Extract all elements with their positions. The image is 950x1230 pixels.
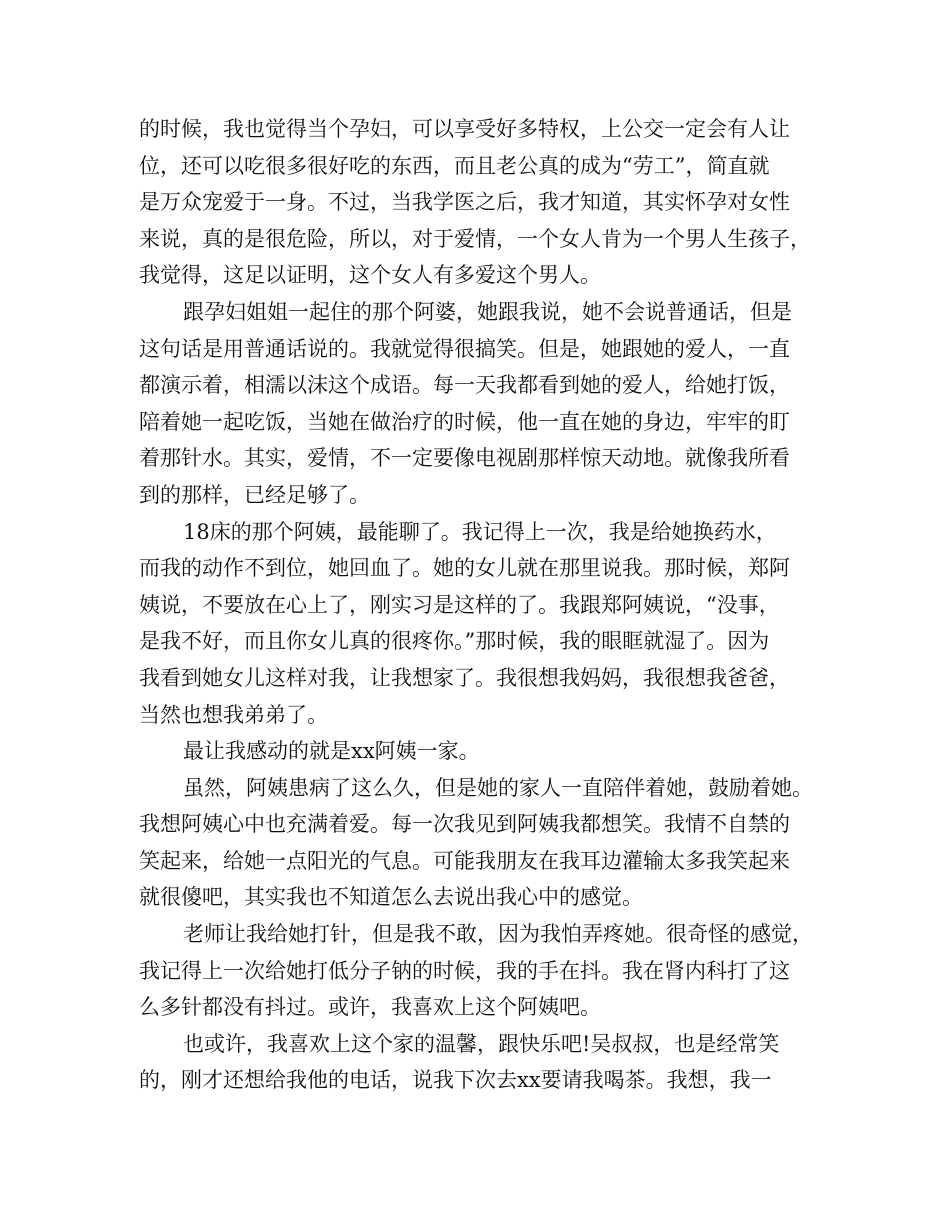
text-line: 着那针水。其实，爱情，不一定要像电视剧那样惊天动地。就像我所看 xyxy=(139,446,790,471)
text-line: 姨说，不要放在心上了，刚实习是这样的了。我跟郑阿姨说，“没事， xyxy=(139,592,780,617)
text-line: 到的那样，已经足够了。 xyxy=(139,482,370,507)
text-line: 是万众宠爱于一身。不过，当我学医之后，我才知道，其实怀孕对女性 xyxy=(139,190,790,215)
text-line: 位，还可以吃很多很好吃的东西，而且老公真的成为“劳工”，简直就 xyxy=(139,153,770,178)
text-line: 么多针都没有抖过。或许，我喜欢上这个阿姨吧。 xyxy=(139,995,601,1020)
paragraph-start-line: 最让我感动的就是xx阿姨一家。 xyxy=(183,739,480,764)
text-line: 我记得上一次给她打低分子钠的时候，我的手在抖。我在肾内科打了这 xyxy=(139,958,790,983)
text-line: 的，刚才还想给我他的电话，说我下次去xx要请我喝茶。我想，我一 xyxy=(139,1068,772,1093)
paragraph-start-line: 18床的那个阿姨，最能聊了。我记得上一次，我是给她换药水， xyxy=(183,519,777,544)
paragraph-start-line: 也或许，我喜欢上这个家的温馨，跟快乐吧!吴叔叔，也是经常笑 xyxy=(183,1031,780,1056)
text-line: 都演示着，相濡以沫这个成语。每一天我都看到她的爱人，给她打饭， xyxy=(139,373,790,398)
text-line: 的时候，我也觉得当个孕妇，可以享受好多特权，上公交一定会有人让 xyxy=(139,117,790,141)
text-line: 就很傻吧，其实我也不知道怎么去说出我心中的感觉。 xyxy=(139,885,643,910)
paragraph-start-line: 跟孕妇姐姐一起住的那个阿婆，她跟我说，她不会说普通话，但是 xyxy=(183,299,792,324)
text-line: 我觉得，这足以证明，这个女人有多爱这个男人。 xyxy=(139,263,601,288)
text-line: 这句话是用普通话说的。我就觉得很搞笑。但是，她跟她的爱人，一直 xyxy=(139,336,790,361)
paragraph-start-line: 老师让我给她打针，但是我不敢，因为我怕弄疼她。很奇怪的感觉， xyxy=(183,922,813,947)
text-line: 是我不好，而且你女儿真的很疼你。”那时候，我的眼眶就湿了。因为 xyxy=(139,629,770,654)
text-line: 我想阿姨心中也充满着爱。每一次我见到阿姨我都想笑。我情不自禁的 xyxy=(139,812,790,837)
text-line: 而我的动作不到位，她回血了。她的女儿就在那里说我。那时候，郑阿 xyxy=(139,556,790,581)
body-text xyxy=(139,111,839,1099)
text-line: 笑起来，给她一点阳光的气息。可能我朋友在我耳边灌输太多我笑起来 xyxy=(139,848,790,873)
paragraph-start-line: 虽然，阿姨患病了这么久，但是她的家人一直陪伴着她，鼓励着她。 xyxy=(183,775,813,800)
text-line: 当然也想我弟弟了。 xyxy=(139,702,328,727)
text-line: 陪着她一起吃饭，当她在做治疗的时候，他一直在她的身边，牢牢的盯 xyxy=(139,409,790,434)
text-line: 我看到她女儿这样对我，让我想家了。我很想我妈妈，我很想我爸爸， xyxy=(139,665,790,690)
text-line: 来说，真的是很危险，所以，对于爱情，一个女人肯为一个男人生孩子， xyxy=(139,226,811,251)
